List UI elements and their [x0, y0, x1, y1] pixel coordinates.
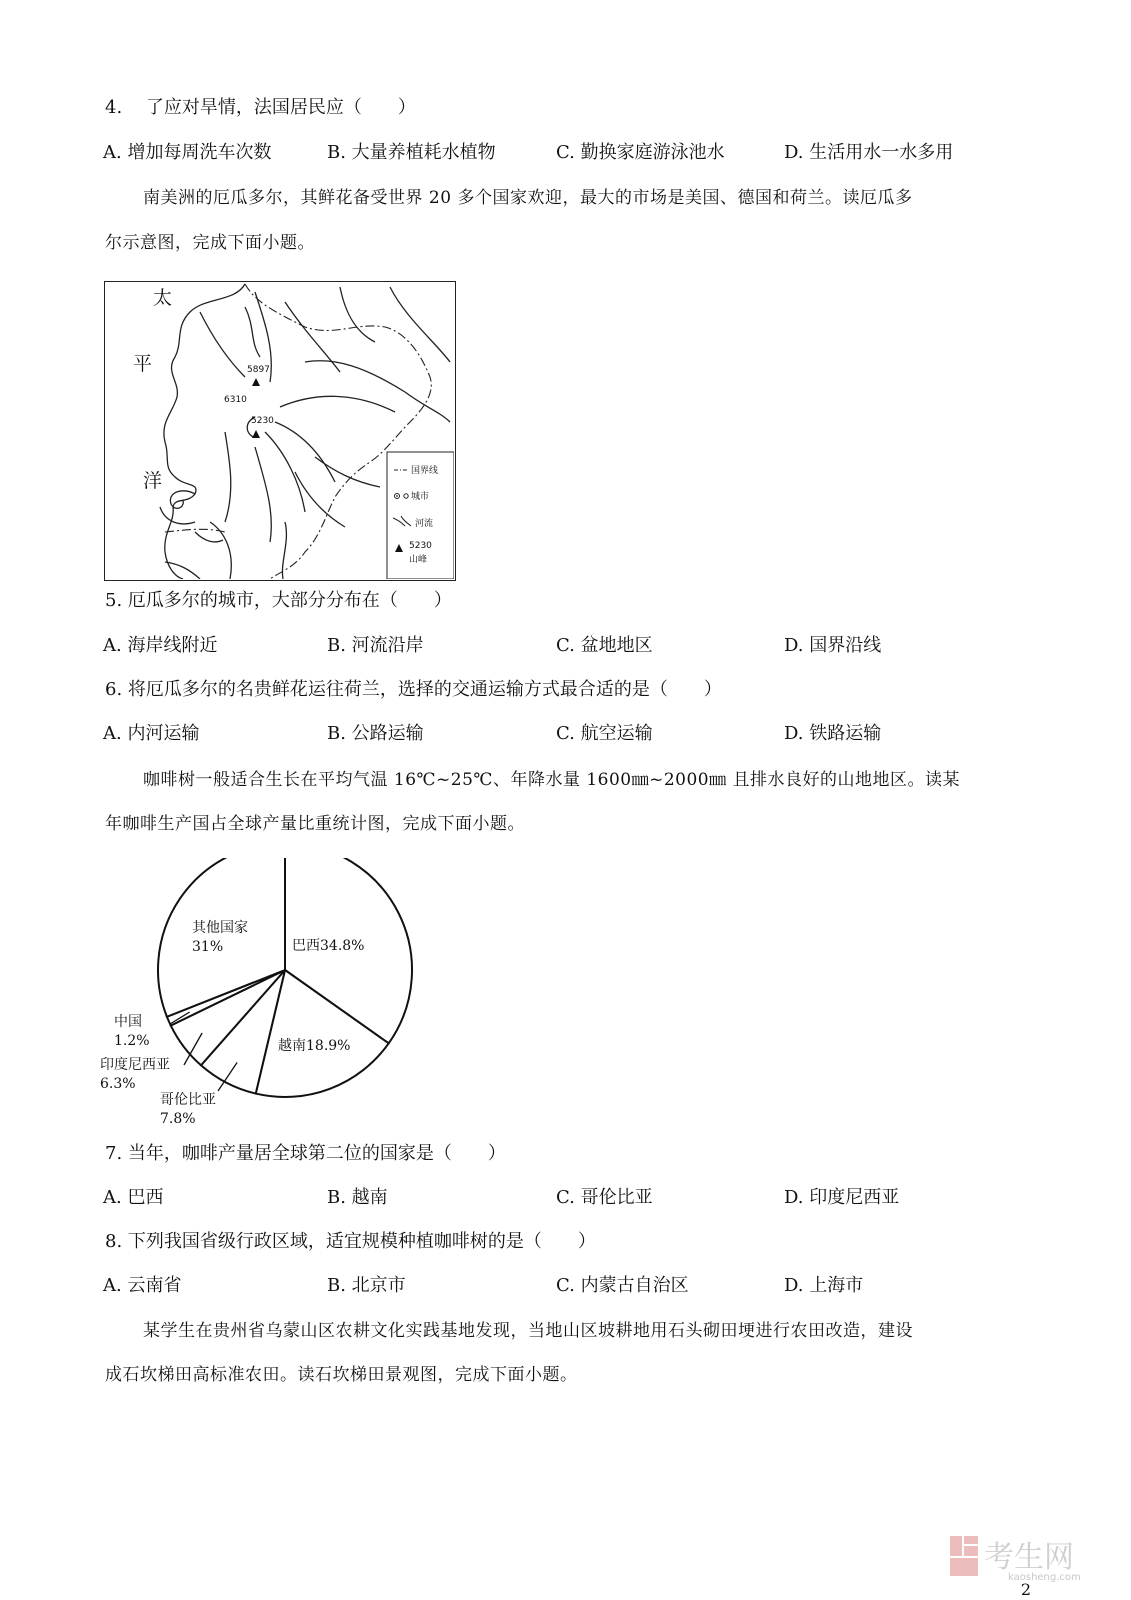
river [390, 287, 450, 362]
question-7-option-c: C. 哥伦比亚 [556, 1187, 653, 1208]
legend-border-label: 国界线 [411, 466, 439, 476]
coffee-production-pie-chart [100, 858, 430, 1162]
question-5-option-d: D. 国界沿线 [784, 635, 882, 656]
pie-label-vietnam: 越南18.9% [278, 1038, 351, 1054]
river [165, 562, 200, 579]
question-4-stem: 4. 了应对旱情，法国居民应（ ） [105, 97, 416, 118]
intro-2-line-1: 咖啡树一般适合生长在平均气温 16℃~25℃、年降水量 1600㎜~2000㎜ 且排水良好的山地地区。读某 [143, 770, 961, 790]
gulf-curl [170, 491, 195, 509]
legend-peak-label: 山峰 [409, 555, 428, 565]
question-8-option-b: B. 北京市 [327, 1275, 406, 1296]
river [265, 432, 305, 512]
question-5-option-b: B. 河流沿岸 [327, 635, 424, 656]
river [275, 422, 335, 482]
peak-label: 5897 [247, 365, 270, 375]
question-6-option-b: B. 公路运输 [327, 723, 424, 744]
question-8-option-c: C. 内蒙古自治区 [556, 1275, 689, 1296]
river [305, 361, 450, 422]
kaosheng-watermark-logo [946, 1532, 1116, 1582]
legend-city-label: 城市 [411, 492, 430, 502]
question-8-option-d: D. 上海市 [784, 1275, 864, 1296]
question-7-stem: 7. 当年，咖啡产量居全球第二位的国家是（ ） [105, 1143, 506, 1164]
intro-2-line-2: 年咖啡生产国占全球产量比重统计图，完成下面小题。 [105, 814, 525, 834]
question-6-option-a: A. 内河运输 [103, 723, 200, 744]
pie-label-others-value: 31% [192, 939, 224, 955]
question-4-option-b: B. 大量养植耗水植物 [327, 142, 496, 163]
river [280, 396, 395, 412]
question-6-option-d: D. 铁路运输 [784, 723, 882, 744]
river [245, 307, 260, 357]
intro-3-line-1: 某学生在贵州省乌蒙山区农耕文化实践基地发现，当地山区坡耕地用石头砌田埂进行农田改造，建设 [143, 1321, 913, 1341]
river [160, 507, 195, 524]
peak-label: 5230 [251, 416, 274, 426]
question-7-option-a: A. 巴西 [103, 1187, 164, 1208]
question-8-option-a: A. 云南省 [103, 1275, 182, 1296]
river [195, 532, 223, 542]
peak-icon [252, 430, 260, 438]
peak-icon [252, 378, 260, 386]
ocean-label-tai: 太 [153, 287, 173, 309]
pie-label-indonesia-name: 印度尼西亚 [100, 1057, 170, 1073]
watermark-url: kaosheng.com [1008, 1572, 1081, 1582]
intro-3-line-2: 成石坎梯田高标准农田。读石坎梯田景观图，完成下面小题。 [105, 1365, 578, 1385]
watermark-drawing [946, 1532, 1116, 1582]
question-6-option-c: C. 航空运输 [556, 723, 653, 744]
watermark-brand: 考生网 [984, 1540, 1074, 1575]
ecuador-map [104, 281, 456, 581]
question-6-stem: 6. 将厄瓜多尔的名贵鲜花运往荷兰，选择的交通运输方式最合适的是（ ） [105, 679, 722, 700]
question-7-option-d: D. 印度尼西亚 [784, 1187, 900, 1208]
question-4-option-a: A. 增加每周洗车次数 [103, 142, 272, 163]
question-5-option-c: C. 盆地地区 [556, 635, 653, 656]
pie-label-colombia-name: 哥伦比亚 [160, 1092, 216, 1108]
ecuador-map-drawing [105, 282, 454, 579]
legend-peak-value: 5230 [409, 541, 432, 551]
pie-label-others-name: 其他国家 [192, 920, 248, 936]
question-4-option-d: D. 生活用水一水多用 [784, 142, 954, 163]
pie-chart-svg [100, 858, 430, 1158]
pie-label-china-name: 中国 [114, 1014, 142, 1030]
river [225, 432, 231, 522]
question-8-stem: 8. 下列我国省级行政区域，适宜规模种植咖啡树的是（ ） [105, 1231, 596, 1252]
map-legend [387, 452, 454, 579]
question-7-option-b: B. 越南 [327, 1187, 388, 1208]
question-4-option-c: C. 勤换家庭游泳池水 [556, 142, 725, 163]
coastline [164, 284, 245, 579]
pie-label-indonesia-value: 6.3% [100, 1076, 136, 1092]
river [255, 447, 271, 542]
ocean-label-ping: 平 [133, 353, 153, 375]
intro-1-line-2: 尔示意图，完成下面小题。 [105, 233, 315, 253]
river [315, 457, 380, 487]
page-number: 2 [1020, 1580, 1031, 1599]
peak-label: 6310 [224, 395, 247, 405]
pie-label-colombia-value: 7.8% [160, 1111, 196, 1127]
intro-1-line-1: 南美洲的厄瓜多尔，其鲜花备受世界 20 多个国家欢迎，最大的市场是美国、德国和荷兰。读厄瓜多 [143, 188, 913, 208]
question-5-stem: 5. 厄瓜多尔的城市，大部分分布在（ ） [105, 590, 452, 611]
river [282, 522, 286, 579]
river [200, 312, 245, 377]
ocean-label-yang: 洋 [143, 470, 163, 492]
river [340, 287, 375, 342]
question-5-option-a: A. 海岸线附近 [103, 635, 218, 656]
national-border [165, 529, 225, 532]
legend-river-label: 河流 [415, 519, 434, 529]
pie-label-china-value: 1.2% [114, 1033, 150, 1049]
pie-label-brazil: 巴西34.8% [292, 938, 365, 954]
